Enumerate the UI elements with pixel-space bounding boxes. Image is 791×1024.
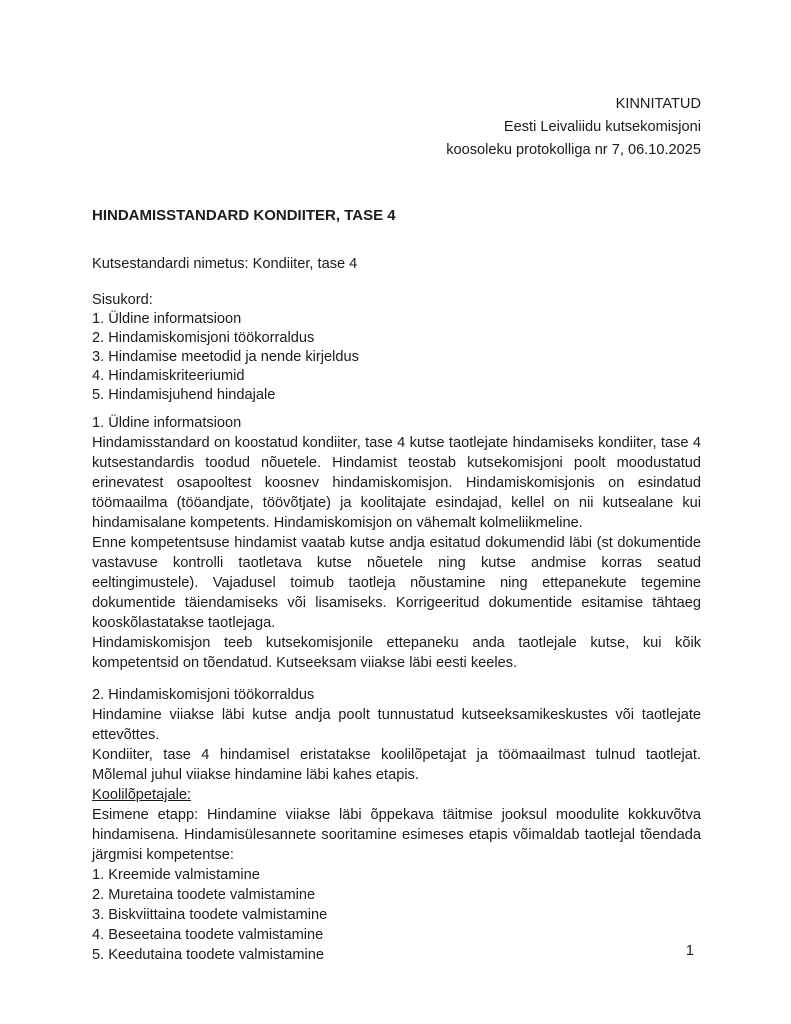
- section-1-heading: 1. Üldine informatsioon: [92, 415, 242, 431]
- competence-list: [92, 865, 701, 965]
- approval-line-2: Eesti Leivaliidu kutsekomisjoni: [503, 119, 701, 135]
- toc-item-4: 4. Hindamiskriteeriumid: [92, 368, 245, 384]
- toc-item-2: 2. Hindamiskomisjoni töökorraldus: [92, 330, 315, 346]
- competence-item-1: 1. Kreemide valmistamine: [92, 867, 260, 883]
- approval-line-1: KINNITATUD: [615, 96, 701, 112]
- competence-item-3: 3. Biskviittaina toodete valmistamine: [92, 907, 328, 923]
- page-number: 1: [685, 943, 694, 959]
- approval-line-3: koosoleku protokolliga nr 7, 06.10.2025: [446, 142, 701, 158]
- toc-item-1: 1. Üldine informatsioon: [92, 311, 242, 327]
- document-subtitle: Kutsestandardi nimetus: Kondiiter, tase 4: [92, 256, 358, 272]
- section-general-information: [92, 413, 701, 673]
- document-title: HINDAMISSTANDARD KONDIITER, TASE 4: [92, 207, 396, 224]
- approval-header: [92, 93, 701, 162]
- table-of-contents: [92, 291, 701, 405]
- section-1-paragraph-2: Enne kompetentsuse hindamist vaatab kutse andja esitatud dokumendid läbi (st dokumentide vastavuse kontrolli taotletava kutse nõuetele ning kutse andmise korras seatud eeltingimustele). Vajadusel toimub taotleja nõustamine ning ettepanekute tegemine dokumentide täiendamiseks või lisamiseks. Korrigeeritud dokumentide esitamise tähtaeg kooskõlastatakse taotlejaga.: [92, 535, 701, 631]
- section-2-paragraph-1: Hindamine viiakse läbi kutse andja poolt tunnustatud kutseeksamikeskustes või taotlejate ettevõttes.: [92, 707, 701, 743]
- toc-item-5: 5. Hindamisjuhend hindajale: [92, 387, 276, 403]
- competence-item-5: 5. Keedutaina toodete valmistamine: [92, 947, 325, 963]
- toc-item-3: 3. Hindamise meetodid ja nende kirjeldus: [92, 349, 359, 365]
- toc-heading: Sisukord:: [92, 292, 153, 308]
- section-1-paragraph-3: Hindamiskomisjon teeb kutsekomisjonile ettepaneku anda taotlejale kutse, kui kõik kompetentsid on tõendatud. Kutseeksam viiakse läbi eesti keeles.: [92, 635, 701, 671]
- competence-item-2: 2. Muretaina toodete valmistamine: [92, 887, 316, 903]
- section-2-subheading-school-graduate: Koolilõpetajale:: [92, 787, 191, 803]
- section-1-paragraph-1: Hindamisstandard on koostatud kondiiter, tase 4 kutse taotlejate hindamiseks kondiiter, tase 4 kutsestandardis toodud nõuetele. Hindamist teostab kutsekomisjoni poolt moodustatud erinevatest osapooltest koosnev hindamiskomisjon. Hindamiskomisjonis on esindatud töömaailma (tööandjate, töövõtjate) ja koolitajate esindajad, kellel on nii kutsealane kui hindamisalane kompetents. Hindamiskomisjon on vähemalt kolmeliikmeline.: [92, 435, 701, 531]
- section-2-paragraph-2: Kondiiter, tase 4 hindamisel eristatakse koolilõpetajat ja töömaailmast tulnud taotlejat. Mõlemal juhul viiakse hindamine läbi kahes etapis.: [92, 747, 701, 783]
- section-committee-procedure: [92, 685, 701, 965]
- section-2-heading: 2. Hindamiskomisjoni töökorraldus: [92, 687, 315, 703]
- competence-item-4: 4. Beseetaina toodete valmistamine: [92, 927, 324, 943]
- section-2-paragraph-3: Esimene etapp: Hindamine viiakse läbi õppekava täitmise jooksul moodulite kokkuvõtva hindamisena. Hindamisülesannete sooritamine esimeses etapis võimaldab taotlejal tõendada järgmisi kompetentse:: [92, 807, 701, 863]
